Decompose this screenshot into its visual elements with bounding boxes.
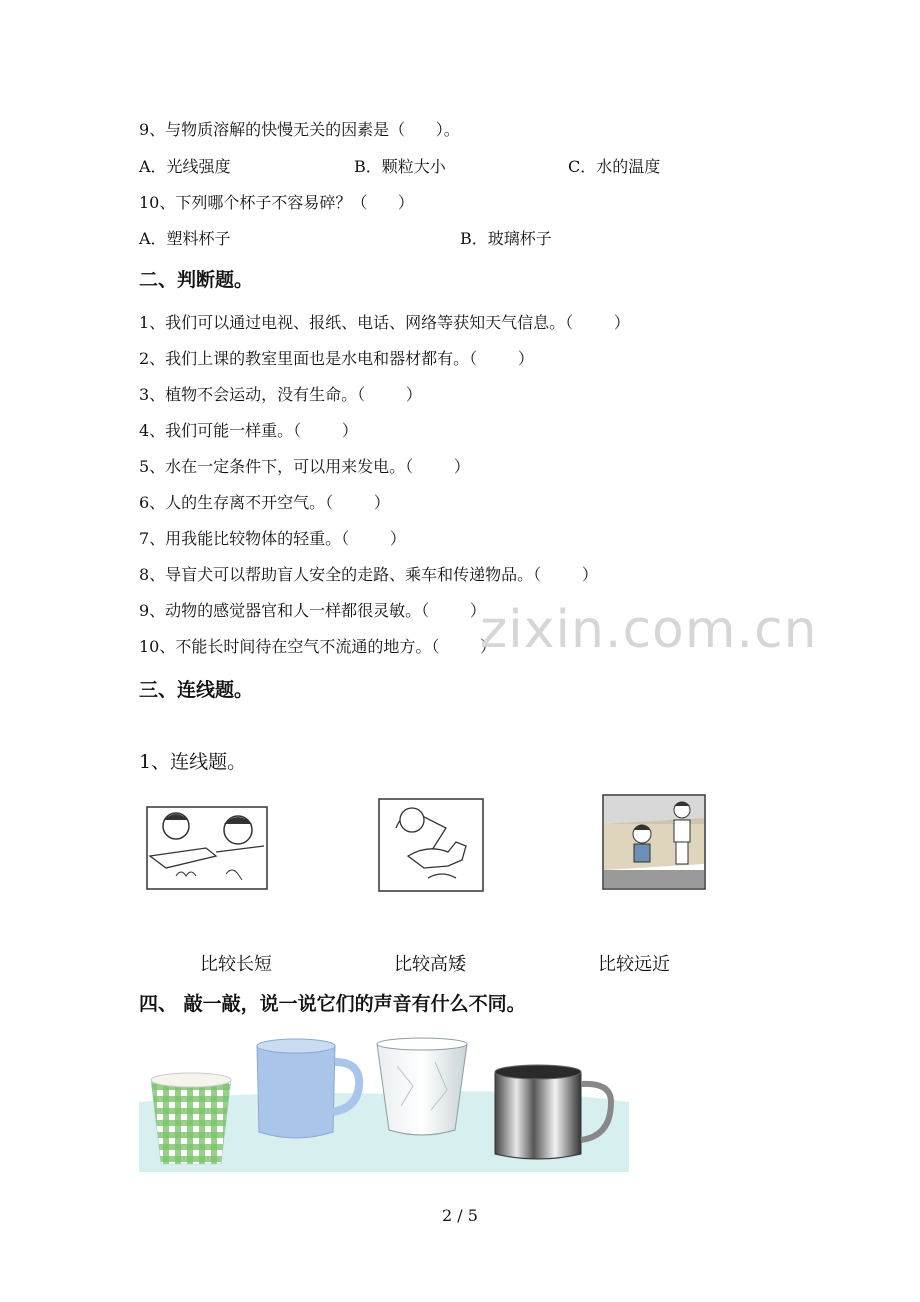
compare-length-picture bbox=[146, 806, 268, 890]
section-tap-title: 四、 敲一敲，说一说它们的声音有什么不同。 bbox=[139, 993, 526, 1015]
judge-item: 5、水在一定条件下，可以用来发电。（ ） bbox=[139, 457, 470, 476]
question-9: 9、与物质溶解的快慢无关的因素是（ ）。 bbox=[139, 120, 460, 139]
judge-item: 6、人的生存离不开空气。（ ） bbox=[139, 493, 390, 512]
judge-item: 10、不能长时间待在空气不流通的地方。（ ） bbox=[139, 637, 497, 656]
judge-item: 3、植物不会运动，没有生命。（ ） bbox=[139, 385, 422, 404]
compare-height-picture bbox=[378, 798, 484, 892]
match-subtitle: 1、连线题。 bbox=[139, 751, 247, 773]
q10-option-b: B．玻璃杯子 bbox=[460, 229, 552, 248]
caption-length: 比较长短 bbox=[200, 954, 272, 975]
judge-item: 2、我们上课的教室里面也是水电和器材都有。（ ） bbox=[139, 349, 534, 368]
cups-picture bbox=[139, 1036, 629, 1172]
question-10: 10、下列哪个杯子不容易碎？（ ） bbox=[139, 193, 414, 212]
judge-item: 4、我们可能一样重。（ ） bbox=[139, 421, 358, 440]
caption-height: 比较高矮 bbox=[394, 954, 466, 975]
judge-item: 7、用我能比较物体的轻重。（ ） bbox=[139, 529, 406, 548]
judge-item: 9、动物的感觉器官和人一样都很灵敏。（ ） bbox=[139, 601, 486, 620]
compare-distance-picture bbox=[602, 794, 706, 890]
watermark: zixin.com.cn bbox=[480, 600, 818, 660]
q9-option-b: B．颗粒大小 bbox=[354, 157, 446, 176]
section-match-title: 三、连线题。 bbox=[139, 679, 254, 701]
q10-option-a: A．塑料杯子 bbox=[139, 229, 231, 248]
section-judge-title: 二、判断题。 bbox=[139, 269, 254, 291]
judge-item: 8、导盲犬可以帮助盲人安全的走路、乘车和传递物品。（ ） bbox=[139, 565, 598, 584]
judge-item: 1、我们可以通过电视、报纸、电话、网络等获知天气信息。（ ） bbox=[139, 313, 630, 332]
q9-option-a: A．光线强度 bbox=[139, 157, 231, 176]
q9-option-c: C．水的温度 bbox=[568, 157, 661, 176]
caption-distance: 比较远近 bbox=[598, 954, 670, 975]
page-number: 2 / 5 bbox=[442, 1206, 478, 1225]
